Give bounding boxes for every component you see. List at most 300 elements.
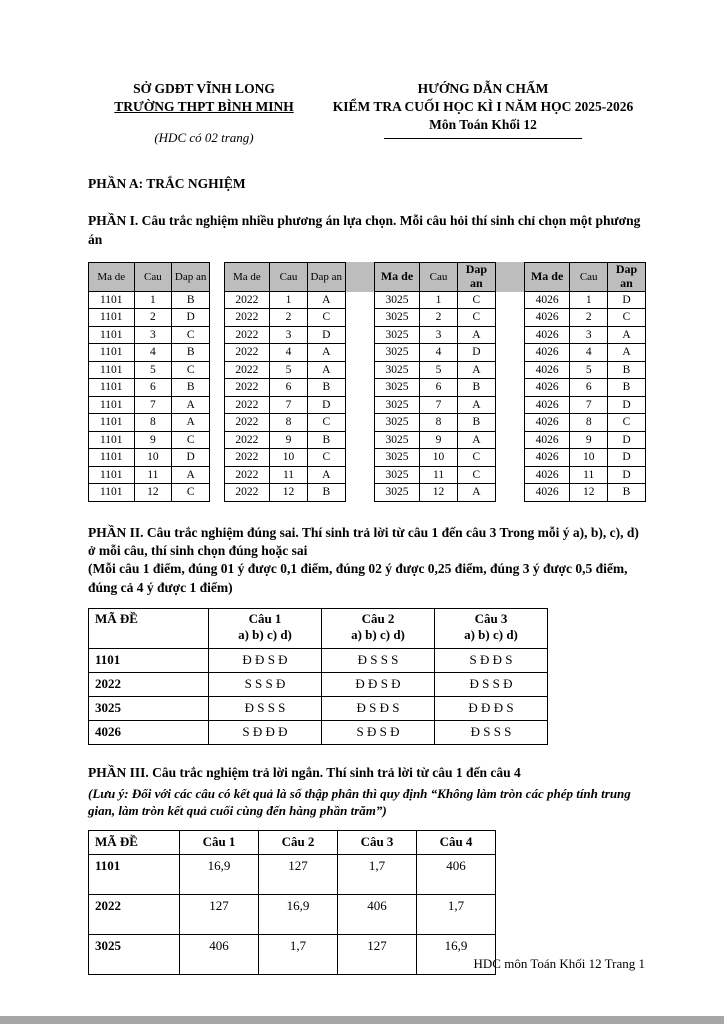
answer-cell: C bbox=[457, 466, 495, 484]
answer-cell: A bbox=[457, 484, 495, 502]
table-head bbox=[374, 262, 495, 291]
table-row bbox=[524, 326, 645, 344]
exam-code-cell: 2022 bbox=[224, 344, 270, 362]
short-answer-cell: 16,9 bbox=[180, 854, 259, 894]
part2-title: PHẦN II. Câu trắc nghiệm đúng sai. Thí sinh trả lời từ câu 1 đến câu 3 Trong mỗi ý a), b), c), d) ở mỗi câu, thí sinh chọn đúng hoặc sai bbox=[88, 524, 639, 559]
answer-cell: A bbox=[307, 361, 345, 379]
true-false-answer-cell: Đ S S Đ bbox=[435, 672, 548, 696]
document-header bbox=[88, 80, 646, 146]
answer-cell: A bbox=[608, 344, 646, 362]
answer-table-2022 bbox=[224, 262, 346, 502]
answer-cell: B bbox=[307, 484, 345, 502]
table-row bbox=[89, 431, 210, 449]
true-false-answer-cell: Đ Đ S Đ bbox=[322, 672, 435, 696]
exam-code-cell: 1101 bbox=[89, 379, 135, 397]
table-row bbox=[524, 466, 645, 484]
question-header: Câu 1 bbox=[180, 830, 259, 854]
answer-cell: B bbox=[172, 379, 210, 397]
table-row bbox=[224, 484, 345, 502]
table-row bbox=[224, 326, 345, 344]
exam-code-header: MÃ ĐỀ bbox=[89, 830, 180, 854]
exam-code-cell: 4026 bbox=[524, 344, 569, 362]
question-number-cell: 8 bbox=[134, 414, 172, 432]
question-number-cell: 4 bbox=[270, 344, 308, 362]
question-number-cell: 1 bbox=[270, 291, 308, 309]
table-row bbox=[524, 309, 645, 327]
table-row bbox=[89, 326, 210, 344]
answer-cell: C bbox=[457, 449, 495, 467]
col-header: Cau bbox=[270, 262, 308, 291]
col-header: Ma de bbox=[89, 262, 135, 291]
exam-code-cell: 1101 bbox=[89, 449, 135, 467]
part1-tables bbox=[88, 262, 646, 502]
answer-cell: D bbox=[608, 466, 646, 484]
col-header: Cau bbox=[420, 262, 458, 291]
table-head bbox=[89, 608, 548, 648]
true-false-answer-cell: Đ S S S bbox=[209, 696, 322, 720]
question-number-cell: 12 bbox=[420, 484, 458, 502]
question-header bbox=[435, 608, 548, 648]
exam-code-cell: 1101 bbox=[89, 291, 135, 309]
answer-cell: C bbox=[457, 291, 495, 309]
question-number-cell: 1 bbox=[420, 291, 458, 309]
exam-code-cell: 3025 bbox=[374, 379, 419, 397]
answer-cell: C bbox=[172, 361, 210, 379]
page-footer: HDC môn Toán Khối 12 Trang 1 bbox=[473, 956, 645, 971]
answer-cell: B bbox=[608, 379, 646, 397]
table-row bbox=[374, 431, 495, 449]
question-number-cell: 2 bbox=[420, 309, 458, 327]
answer-cell: D bbox=[307, 396, 345, 414]
exam-code-cell: 1101 bbox=[89, 326, 135, 344]
question-number-cell: 10 bbox=[134, 449, 172, 467]
part3-answer-table bbox=[88, 830, 496, 975]
header-right bbox=[320, 80, 646, 139]
part-a-title: PHẦN A: TRẮC NGHIỆM bbox=[88, 176, 246, 192]
answer-cell: B bbox=[307, 431, 345, 449]
table-head bbox=[524, 262, 645, 291]
table-row bbox=[374, 466, 495, 484]
table-gap bbox=[496, 262, 524, 292]
answer-cell: A bbox=[608, 326, 646, 344]
exam-code-cell: 2022 bbox=[224, 361, 270, 379]
table-row bbox=[524, 396, 645, 414]
table-body bbox=[89, 854, 496, 974]
exam-code-cell: 2022 bbox=[89, 894, 180, 934]
table-row bbox=[524, 361, 645, 379]
exam-code-cell: 3025 bbox=[374, 326, 419, 344]
exam-code-cell: 3025 bbox=[374, 344, 419, 362]
table-row bbox=[524, 431, 645, 449]
table-row bbox=[374, 396, 495, 414]
table-row bbox=[374, 449, 495, 467]
question-number-cell: 2 bbox=[270, 309, 308, 327]
question-number-cell: 6 bbox=[420, 379, 458, 397]
part3-title: PHẦN III. Câu trắc nghiệm trả lời ngắn. Thí sinh trả lời từ câu 1 đến câu 4 bbox=[88, 764, 521, 780]
exam-code-cell: 3025 bbox=[374, 361, 419, 379]
exam-code-cell: 3025 bbox=[374, 466, 419, 484]
header-row bbox=[374, 262, 495, 291]
answer-cell: B bbox=[307, 379, 345, 397]
exam-code-cell: 1101 bbox=[89, 484, 135, 502]
question-label: Câu 1 bbox=[248, 610, 282, 626]
answer-cell: B bbox=[608, 361, 646, 379]
short-answer-cell: 127 bbox=[338, 934, 417, 974]
table-row bbox=[89, 720, 548, 744]
col-header: Dap an bbox=[608, 262, 646, 291]
question-number-cell: 5 bbox=[270, 361, 308, 379]
question-label: Câu 2 bbox=[361, 610, 395, 626]
part2-scoring-note: (Mỗi câu 1 điểm, đúng 01 ý được 0,1 điểm, đúng 02 ý được 0,25 điểm, đúng 3 ý được 0,5 điểm, đúng cả 4 ý được 1 điểm) bbox=[88, 561, 628, 595]
table-row bbox=[89, 854, 496, 894]
answer-cell: A bbox=[307, 291, 345, 309]
short-answer-cell: 406 bbox=[417, 854, 496, 894]
question-number-cell: 8 bbox=[570, 414, 608, 432]
question-header bbox=[322, 608, 435, 648]
answer-cell: D bbox=[457, 344, 495, 362]
exam-code-cell: 4026 bbox=[524, 484, 569, 502]
table-row bbox=[89, 449, 210, 467]
exam-code-cell: 2022 bbox=[224, 449, 270, 467]
exam-code-cell: 4026 bbox=[89, 720, 209, 744]
answer-cell: C bbox=[608, 414, 646, 432]
question-number-cell: 4 bbox=[570, 344, 608, 362]
question-number-cell: 4 bbox=[420, 344, 458, 362]
question-number-cell: 10 bbox=[270, 449, 308, 467]
exam-code-cell: 1101 bbox=[89, 414, 135, 432]
true-false-answer-cell: Đ Đ Đ S bbox=[435, 696, 548, 720]
answer-cell: B bbox=[172, 291, 210, 309]
exam-code-cell: 2022 bbox=[224, 466, 270, 484]
exam-code-cell: 2022 bbox=[224, 396, 270, 414]
table-row bbox=[89, 414, 210, 432]
table-row bbox=[524, 449, 645, 467]
table-row bbox=[524, 344, 645, 362]
question-number-cell: 1 bbox=[570, 291, 608, 309]
true-false-answer-cell: Đ S S S bbox=[322, 648, 435, 672]
sub-items-label: a) b) c) d) bbox=[464, 627, 518, 642]
department-name: SỞ GDĐT VĨNH LONG bbox=[133, 81, 275, 96]
table-row bbox=[89, 672, 548, 696]
table-row bbox=[89, 894, 496, 934]
table-row bbox=[89, 344, 210, 362]
answer-cell: B bbox=[172, 344, 210, 362]
exam-code-cell: 3025 bbox=[374, 291, 419, 309]
answer-cell: D bbox=[608, 449, 646, 467]
short-answer-cell: 127 bbox=[259, 854, 338, 894]
question-number-cell: 11 bbox=[134, 466, 172, 484]
question-number-cell: 7 bbox=[420, 396, 458, 414]
exam-code-cell: 3025 bbox=[374, 396, 419, 414]
short-answer-cell: 1,7 bbox=[338, 854, 417, 894]
table-head bbox=[89, 262, 210, 291]
exam-code-cell: 4026 bbox=[524, 309, 569, 327]
exam-code-cell: 1101 bbox=[89, 361, 135, 379]
header-row bbox=[224, 262, 345, 291]
header-row bbox=[89, 262, 210, 291]
question-number-cell: 12 bbox=[134, 484, 172, 502]
exam-code-cell: 1101 bbox=[89, 309, 135, 327]
table-row bbox=[89, 696, 548, 720]
col-header: Dap an bbox=[307, 262, 345, 291]
answer-cell: A bbox=[172, 396, 210, 414]
answer-table-3025 bbox=[374, 262, 496, 502]
table-row bbox=[374, 326, 495, 344]
question-number-cell: 9 bbox=[270, 431, 308, 449]
table-body bbox=[374, 291, 495, 501]
answer-cell: A bbox=[307, 344, 345, 362]
table-gap bbox=[346, 262, 374, 292]
question-number-cell: 4 bbox=[134, 344, 172, 362]
part2-intro bbox=[88, 524, 646, 597]
question-number-cell: 8 bbox=[270, 414, 308, 432]
part2-answer-table bbox=[88, 608, 548, 745]
col-header: Cau bbox=[134, 262, 172, 291]
true-false-answer-cell: S Đ S Đ bbox=[322, 720, 435, 744]
table-row bbox=[89, 361, 210, 379]
exam-code-cell: 4026 bbox=[524, 449, 569, 467]
answer-cell: B bbox=[457, 414, 495, 432]
exam-code-cell: 1101 bbox=[89, 396, 135, 414]
sub-items-label: a) b) c) d) bbox=[238, 627, 292, 642]
exam-code-cell: 2022 bbox=[224, 326, 270, 344]
question-number-cell: 5 bbox=[570, 361, 608, 379]
question-header: Câu 4 bbox=[417, 830, 496, 854]
table-row bbox=[374, 309, 495, 327]
answer-cell: C bbox=[608, 309, 646, 327]
answer-cell: C bbox=[307, 414, 345, 432]
question-number-cell: 9 bbox=[420, 431, 458, 449]
col-header: Dap an bbox=[172, 262, 210, 291]
table-row bbox=[224, 344, 345, 362]
subject-title: Môn Toán Khối 12 bbox=[429, 117, 537, 133]
table-row bbox=[89, 396, 210, 414]
question-number-cell: 12 bbox=[270, 484, 308, 502]
exam-code-cell: 4026 bbox=[524, 379, 569, 397]
exam-code-cell: 4026 bbox=[524, 414, 569, 432]
question-number-cell: 8 bbox=[420, 414, 458, 432]
header-row bbox=[524, 262, 645, 291]
answer-cell: C bbox=[172, 326, 210, 344]
answer-cell: D bbox=[172, 449, 210, 467]
table-row bbox=[524, 414, 645, 432]
answer-cell: B bbox=[457, 379, 495, 397]
table-row bbox=[224, 291, 345, 309]
part3-rounding-note: (Lưu ý: Đối với các câu có kết quả là số thập phân thì quy định “Không làm tròn các phép tính trung gian, làm tròn kết quả cuối cùng đến hàng phần trăm”) bbox=[88, 785, 631, 819]
short-answer-cell: 406 bbox=[180, 934, 259, 974]
table-row bbox=[89, 291, 210, 309]
answer-cell: C bbox=[172, 484, 210, 502]
question-number-cell: 9 bbox=[570, 431, 608, 449]
col-header: Ma de bbox=[224, 262, 270, 291]
header-left bbox=[88, 80, 320, 146]
question-number-cell: 3 bbox=[270, 326, 308, 344]
true-false-answer-cell: S S S Đ bbox=[209, 672, 322, 696]
exam-code-cell: 2022 bbox=[224, 414, 270, 432]
question-number-cell: 6 bbox=[134, 379, 172, 397]
table-row bbox=[224, 431, 345, 449]
exam-code-cell: 3025 bbox=[374, 309, 419, 327]
answer-cell: C bbox=[172, 431, 210, 449]
header-row bbox=[89, 830, 496, 854]
exam-code-header: MÃ ĐỀ bbox=[89, 608, 209, 648]
table-row bbox=[374, 379, 495, 397]
answer-cell: A bbox=[457, 361, 495, 379]
question-number-cell: 11 bbox=[270, 466, 308, 484]
answer-cell: A bbox=[307, 466, 345, 484]
answer-cell: C bbox=[307, 449, 345, 467]
answer-cell: D bbox=[608, 431, 646, 449]
table-body bbox=[524, 291, 645, 501]
table-row bbox=[524, 484, 645, 502]
answer-cell: A bbox=[457, 326, 495, 344]
exam-code-cell: 4026 bbox=[524, 291, 569, 309]
exam-code-cell: 2022 bbox=[224, 379, 270, 397]
table-row bbox=[524, 291, 645, 309]
question-header bbox=[209, 608, 322, 648]
table-row bbox=[89, 379, 210, 397]
doc-title: HƯỚNG DẪN CHẤM bbox=[417, 81, 549, 96]
question-number-cell: 6 bbox=[570, 379, 608, 397]
answer-cell: C bbox=[457, 309, 495, 327]
question-number-cell: 12 bbox=[570, 484, 608, 502]
question-number-cell: 10 bbox=[420, 449, 458, 467]
exam-code-cell: 1101 bbox=[89, 344, 135, 362]
school-name: TRƯỜNG THPT BÌNH MINH bbox=[114, 99, 294, 115]
question-number-cell: 5 bbox=[134, 361, 172, 379]
table-row bbox=[89, 484, 210, 502]
question-number-cell: 7 bbox=[270, 396, 308, 414]
short-answer-cell: 127 bbox=[180, 894, 259, 934]
exam-code-cell: 4026 bbox=[524, 466, 569, 484]
short-answer-cell: 1,7 bbox=[259, 934, 338, 974]
table-row bbox=[224, 379, 345, 397]
answer-cell: D bbox=[608, 396, 646, 414]
question-number-cell: 11 bbox=[570, 466, 608, 484]
table-gap bbox=[210, 262, 224, 292]
short-answer-cell: 16,9 bbox=[417, 934, 496, 974]
table-row bbox=[89, 466, 210, 484]
table-row bbox=[89, 934, 496, 974]
exam-code-cell: 1101 bbox=[89, 648, 209, 672]
true-false-answer-cell: Đ Đ S Đ bbox=[209, 648, 322, 672]
short-answer-cell: 16,9 bbox=[259, 894, 338, 934]
table-row bbox=[224, 396, 345, 414]
col-header: Ma de bbox=[524, 262, 569, 291]
exam-code-cell: 1101 bbox=[89, 431, 135, 449]
exam-code-cell: 3025 bbox=[89, 934, 180, 974]
true-false-answer-cell: S Đ Đ S bbox=[435, 648, 548, 672]
table-head bbox=[224, 262, 345, 291]
table-row bbox=[224, 309, 345, 327]
question-number-cell: 3 bbox=[570, 326, 608, 344]
sub-items-label: a) b) c) d) bbox=[351, 627, 405, 642]
question-number-cell: 2 bbox=[570, 309, 608, 327]
table-body bbox=[224, 291, 345, 501]
exam-code-cell: 2022 bbox=[89, 672, 209, 696]
question-number-cell: 2 bbox=[134, 309, 172, 327]
answer-cell: C bbox=[307, 309, 345, 327]
table-body bbox=[89, 291, 210, 501]
table-body bbox=[89, 648, 548, 744]
exam-code-cell: 2022 bbox=[224, 431, 270, 449]
col-header: Dap an bbox=[457, 262, 495, 291]
short-answer-cell: 1,7 bbox=[417, 894, 496, 934]
question-number-cell: 7 bbox=[570, 396, 608, 414]
question-header: Câu 3 bbox=[338, 830, 417, 854]
exam-code-cell: 4026 bbox=[524, 396, 569, 414]
question-number-cell: 10 bbox=[570, 449, 608, 467]
table-row bbox=[224, 361, 345, 379]
exam-code-cell: 4026 bbox=[524, 326, 569, 344]
table-row bbox=[224, 414, 345, 432]
answer-cell: D bbox=[172, 309, 210, 327]
title-underline bbox=[384, 138, 582, 139]
table-row bbox=[89, 648, 548, 672]
answer-cell: D bbox=[307, 326, 345, 344]
table-row bbox=[374, 361, 495, 379]
answer-cell: D bbox=[608, 291, 646, 309]
exam-code-cell: 2022 bbox=[224, 484, 270, 502]
table-row bbox=[224, 466, 345, 484]
col-header: Ma de bbox=[374, 262, 419, 291]
answer-table-4026 bbox=[524, 262, 646, 502]
table-row bbox=[374, 344, 495, 362]
table-row bbox=[524, 379, 645, 397]
question-label: Câu 3 bbox=[474, 610, 508, 626]
table-row bbox=[374, 484, 495, 502]
question-number-cell: 3 bbox=[420, 326, 458, 344]
true-false-answer-cell: Đ S Đ S bbox=[322, 696, 435, 720]
answer-table-1101 bbox=[88, 262, 210, 502]
table-row bbox=[89, 309, 210, 327]
col-header: Cau bbox=[570, 262, 608, 291]
table-row bbox=[374, 291, 495, 309]
table-row bbox=[374, 414, 495, 432]
exam-code-cell: 3025 bbox=[374, 484, 419, 502]
exam-code-cell: 2022 bbox=[224, 309, 270, 327]
exam-title: KIỂM TRA CUỐI HỌC KÌ I NĂM HỌC 2025-2026 bbox=[332, 99, 634, 115]
exam-code-cell: 3025 bbox=[374, 414, 419, 432]
answer-cell: A bbox=[172, 414, 210, 432]
bottom-edge-strip bbox=[0, 1016, 724, 1024]
exam-code-cell: 4026 bbox=[524, 431, 569, 449]
exam-code-cell: 3025 bbox=[89, 696, 209, 720]
table-row bbox=[224, 449, 345, 467]
header-row bbox=[89, 608, 548, 648]
answer-cell: B bbox=[608, 484, 646, 502]
question-header: Câu 2 bbox=[259, 830, 338, 854]
exam-code-cell: 3025 bbox=[374, 431, 419, 449]
short-answer-cell: 406 bbox=[338, 894, 417, 934]
answer-cell: A bbox=[457, 396, 495, 414]
exam-code-cell: 1101 bbox=[89, 466, 135, 484]
question-number-cell: 5 bbox=[420, 361, 458, 379]
exam-code-cell: 3025 bbox=[374, 449, 419, 467]
answer-cell: A bbox=[172, 466, 210, 484]
question-number-cell: 6 bbox=[270, 379, 308, 397]
table-head bbox=[89, 830, 496, 854]
exam-code-cell: 1101 bbox=[89, 854, 180, 894]
true-false-answer-cell: Đ S S S bbox=[435, 720, 548, 744]
part1-title: PHẦN I. Câu trắc nghiệm nhiều phương án lựa chọn. Mỗi câu hỏi thí sinh chỉ chọn một phương án bbox=[88, 213, 641, 247]
question-number-cell: 1 bbox=[134, 291, 172, 309]
answer-cell: A bbox=[457, 431, 495, 449]
question-number-cell: 7 bbox=[134, 396, 172, 414]
page-count-note: (HDC có 02 trang) bbox=[154, 130, 254, 146]
true-false-answer-cell: S Đ Đ Đ bbox=[209, 720, 322, 744]
question-number-cell: 3 bbox=[134, 326, 172, 344]
